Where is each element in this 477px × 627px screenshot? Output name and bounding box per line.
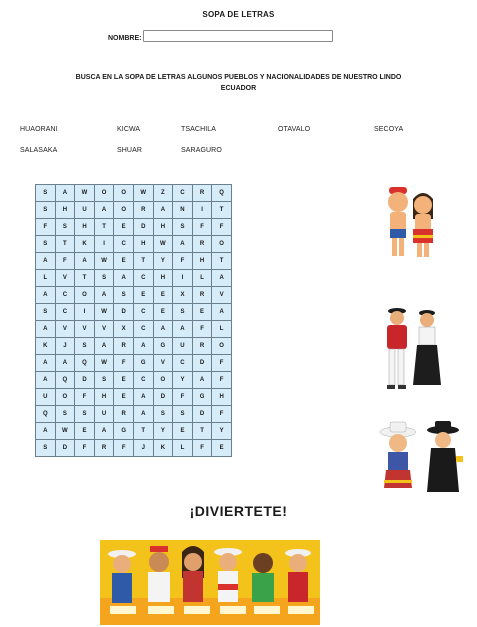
grid-cell[interactable]: E: [173, 423, 193, 440]
grid-cell[interactable]: Y: [153, 423, 173, 440]
grid-row: [36, 406, 232, 423]
instructions-line-1: BUSCA EN LA SOPA DE LETRAS ALGUNOS PUEBLOS Y NACIONALIDADES DE NUESTRO LINDO: [75, 74, 402, 81]
grid-cell[interactable]: I: [94, 236, 114, 253]
grid-cell[interactable]: G: [192, 389, 212, 406]
grid-cell[interactable]: G: [133, 355, 153, 372]
grid-cell[interactable]: O: [94, 185, 114, 202]
grid-cell[interactable]: R: [192, 338, 212, 355]
grid-cell[interactable]: O: [153, 372, 173, 389]
grid-cell[interactable]: F: [114, 355, 134, 372]
grid-cell[interactable]: S: [36, 304, 56, 321]
grid-cell[interactable]: R: [192, 287, 212, 304]
grid-cell[interactable]: A: [114, 270, 134, 287]
grid-cell[interactable]: A: [133, 338, 153, 355]
grid-cell[interactable]: H: [133, 236, 153, 253]
grid-cell[interactable]: E: [153, 287, 173, 304]
grid-cell[interactable]: A: [36, 321, 56, 338]
grid-cell[interactable]: I: [192, 202, 212, 219]
grid-cell[interactable]: T: [212, 253, 232, 270]
grid-cell[interactable]: F: [36, 219, 56, 236]
grid-cell[interactable]: W: [153, 236, 173, 253]
grid-cell[interactable]: Y: [173, 372, 193, 389]
grid-cell[interactable]: G: [114, 423, 134, 440]
fun-message: ¡DIVIERTETE!: [189, 503, 288, 519]
grid-cell[interactable]: A: [153, 321, 173, 338]
grid-cell[interactable]: C: [133, 321, 153, 338]
grid-cell[interactable]: D: [192, 406, 212, 423]
grid-cell[interactable]: X: [173, 287, 193, 304]
grid-cell[interactable]: Q: [212, 185, 232, 202]
grid-cell[interactable]: H: [212, 389, 232, 406]
grid-cell[interactable]: A: [212, 304, 232, 321]
grid-cell[interactable]: R: [94, 440, 114, 457]
grid-cell[interactable]: T: [192, 423, 212, 440]
grid-cell[interactable]: E: [114, 372, 134, 389]
grid-cell[interactable]: K: [75, 236, 95, 253]
grid-cell[interactable]: K: [36, 338, 56, 355]
grid-cell[interactable]: F: [212, 355, 232, 372]
word-item: SALASAKA: [20, 147, 58, 154]
grid-cell[interactable]: F: [212, 406, 232, 423]
grid-cell[interactable]: L: [173, 440, 193, 457]
grid-cell[interactable]: E: [75, 423, 95, 440]
grid-cell[interactable]: D: [55, 440, 75, 457]
grid-cell[interactable]: T: [55, 236, 75, 253]
page-title: SOPA DE LETRAS: [202, 10, 275, 19]
grid-cell[interactable]: O: [114, 185, 134, 202]
grid-cell[interactable]: C: [133, 372, 153, 389]
grid-cell[interactable]: R: [192, 185, 212, 202]
grid-cell[interactable]: A: [75, 253, 95, 270]
grid-cell[interactable]: E: [133, 287, 153, 304]
grid-cell[interactable]: S: [36, 440, 56, 457]
grid-cell[interactable]: U: [75, 202, 95, 219]
grid-cell[interactable]: R: [133, 202, 153, 219]
grid-cell[interactable]: T: [212, 202, 232, 219]
grid-cell[interactable]: E: [114, 219, 134, 236]
grid-cell[interactable]: A: [192, 372, 212, 389]
grid-cell[interactable]: W: [133, 185, 153, 202]
grid-cell[interactable]: T: [133, 423, 153, 440]
grid-cell[interactable]: W: [75, 185, 95, 202]
grid-cell[interactable]: H: [75, 219, 95, 236]
grid-cell[interactable]: F: [75, 389, 95, 406]
grid-cell[interactable]: C: [133, 270, 153, 287]
grid-row: [36, 304, 232, 321]
word-search-grid: [35, 184, 232, 457]
grid-row: [36, 440, 232, 457]
grid-cell[interactable]: V: [94, 321, 114, 338]
word-item: HUAORANI: [20, 126, 58, 133]
grid-cell[interactable]: S: [55, 219, 75, 236]
otavalo-couple-illustration: [379, 305, 447, 397]
grid-row: [36, 338, 232, 355]
grid-cell[interactable]: Q: [36, 406, 56, 423]
grid-cell[interactable]: S: [173, 406, 193, 423]
grid-cell[interactable]: U: [36, 389, 56, 406]
grid-cell[interactable]: T: [133, 253, 153, 270]
grid-cell[interactable]: F: [192, 219, 212, 236]
grid-cell[interactable]: S: [36, 236, 56, 253]
grid-cell[interactable]: S: [55, 406, 75, 423]
saraguro-children-illustration: [376, 418, 466, 500]
grid-cell[interactable]: A: [94, 338, 114, 355]
grid-cell[interactable]: S: [36, 185, 56, 202]
grid-cell[interactable]: A: [212, 270, 232, 287]
grid-cell[interactable]: A: [94, 423, 114, 440]
word-item: TSACHILA: [181, 126, 217, 133]
grid-cell[interactable]: H: [94, 389, 114, 406]
grid-cell[interactable]: H: [192, 253, 212, 270]
grid-cell[interactable]: H: [153, 219, 173, 236]
grid-cell[interactable]: C: [55, 304, 75, 321]
grid-cell[interactable]: R: [114, 338, 134, 355]
grid-cell[interactable]: V: [55, 270, 75, 287]
grid-cell[interactable]: A: [55, 355, 75, 372]
grid-cell[interactable]: W: [94, 253, 114, 270]
grid-cell[interactable]: S: [36, 202, 56, 219]
grid-cell[interactable]: A: [153, 202, 173, 219]
grid-cell[interactable]: A: [173, 321, 193, 338]
word-item: SECOYA: [374, 126, 404, 133]
grid-cell[interactable]: S: [114, 287, 134, 304]
grid-cell[interactable]: N: [173, 202, 193, 219]
grid-row: [36, 253, 232, 270]
grid-row: [36, 236, 232, 253]
grid-row: [36, 287, 232, 304]
grid-cell[interactable]: S: [153, 406, 173, 423]
grid-cell[interactable]: S: [173, 219, 193, 236]
grid-cell[interactable]: E: [212, 440, 232, 457]
grid-row: [36, 219, 232, 236]
grid-cell[interactable]: D: [114, 304, 134, 321]
grid-cell[interactable]: O: [212, 338, 232, 355]
grid-cell[interactable]: O: [212, 236, 232, 253]
word-item: SHUAR: [117, 147, 143, 154]
grid-row: [36, 355, 232, 372]
grid-cell[interactable]: W: [55, 423, 75, 440]
grid-row: [36, 423, 232, 440]
grid-row: [36, 372, 232, 389]
grid-row: [36, 185, 232, 202]
grid-cell[interactable]: I: [75, 304, 95, 321]
grid-cell[interactable]: Q: [55, 372, 75, 389]
grid-cell[interactable]: J: [133, 440, 153, 457]
grid-cell[interactable]: T: [94, 219, 114, 236]
grid-cell[interactable]: F: [55, 253, 75, 270]
grid-cell[interactable]: C: [173, 355, 193, 372]
grid-cell[interactable]: A: [94, 202, 114, 219]
grid-cell[interactable]: S: [94, 270, 114, 287]
grid-cell[interactable]: E: [153, 304, 173, 321]
grid-cell[interactable]: Q: [75, 355, 95, 372]
grid-cell[interactable]: G: [153, 338, 173, 355]
grid-cell[interactable]: C: [114, 236, 134, 253]
instructions: [20, 72, 457, 94]
grid-cell[interactable]: A: [36, 372, 56, 389]
word-item: OTAVALO: [278, 126, 311, 133]
grid-cell[interactable]: O: [55, 389, 75, 406]
grid-cell[interactable]: V: [55, 321, 75, 338]
grid-row: [36, 389, 232, 406]
grid-cell[interactable]: S: [173, 304, 193, 321]
grid-cell[interactable]: A: [36, 253, 56, 270]
cultures-banner-illustration: [100, 540, 320, 625]
grid-cell[interactable]: V: [212, 287, 232, 304]
grid-cell[interactable]: E: [192, 304, 212, 321]
grid-cell[interactable]: A: [173, 236, 193, 253]
grid-cell[interactable]: A: [133, 406, 153, 423]
amazon-children-illustration: [377, 185, 447, 277]
grid-cell[interactable]: T: [75, 270, 95, 287]
grid-cell[interactable]: D: [133, 219, 153, 236]
word-item: SARAGURO: [181, 147, 222, 154]
grid-cell[interactable]: K: [153, 440, 173, 457]
grid-cell[interactable]: A: [36, 423, 56, 440]
grid-cell[interactable]: D: [192, 355, 212, 372]
grid-row: [36, 270, 232, 287]
grid-cell[interactable]: F: [212, 372, 232, 389]
grid-cell[interactable]: L: [36, 270, 56, 287]
grid-cell[interactable]: J: [55, 338, 75, 355]
grid-cell[interactable]: X: [114, 321, 134, 338]
name-field[interactable]: [143, 30, 333, 42]
grid-cell[interactable]: Y: [153, 253, 173, 270]
instructions-line-2: ECUADOR: [220, 85, 257, 92]
grid-cell[interactable]: Y: [212, 423, 232, 440]
grid-row: [36, 202, 232, 219]
grid-cell[interactable]: F: [114, 440, 134, 457]
grid-cell[interactable]: A: [94, 287, 114, 304]
grid-cell[interactable]: H: [153, 270, 173, 287]
grid-cell[interactable]: W: [94, 355, 114, 372]
grid-cell[interactable]: C: [133, 304, 153, 321]
grid-row: [36, 321, 232, 338]
grid-cell[interactable]: I: [173, 270, 193, 287]
grid-cell[interactable]: A: [36, 287, 56, 304]
grid-cell[interactable]: O: [114, 202, 134, 219]
grid-cell[interactable]: F: [192, 321, 212, 338]
grid-cell[interactable]: F: [75, 440, 95, 457]
grid-cell[interactable]: R: [114, 406, 134, 423]
grid-cell[interactable]: F: [212, 219, 232, 236]
grid-cell[interactable]: U: [94, 406, 114, 423]
grid-cell[interactable]: H: [55, 202, 75, 219]
grid-cell[interactable]: Z: [153, 185, 173, 202]
grid-cell[interactable]: S: [94, 372, 114, 389]
grid-cell[interactable]: F: [173, 253, 193, 270]
grid-cell[interactable]: F: [192, 440, 212, 457]
grid-cell[interactable]: L: [192, 270, 212, 287]
grid-cell[interactable]: C: [173, 185, 193, 202]
grid-cell[interactable]: F: [173, 389, 193, 406]
name-row: [108, 30, 333, 42]
grid-cell[interactable]: C: [55, 287, 75, 304]
grid-cell[interactable]: W: [94, 304, 114, 321]
grid-cell[interactable]: A: [55, 185, 75, 202]
grid-cell[interactable]: O: [75, 287, 95, 304]
grid-cell[interactable]: A: [133, 389, 153, 406]
grid-cell[interactable]: S: [75, 406, 95, 423]
grid-cell[interactable]: U: [173, 338, 193, 355]
grid-cell[interactable]: V: [153, 355, 173, 372]
grid-cell[interactable]: L: [212, 321, 232, 338]
grid-cell[interactable]: S: [75, 338, 95, 355]
grid-cell[interactable]: R: [192, 236, 212, 253]
word-item: KICWA: [117, 126, 141, 133]
grid-cell[interactable]: E: [114, 253, 134, 270]
grid-cell[interactable]: D: [153, 389, 173, 406]
grid-cell[interactable]: V: [75, 321, 95, 338]
grid-cell[interactable]: D: [75, 372, 95, 389]
grid-cell[interactable]: A: [36, 355, 56, 372]
grid-cell[interactable]: E: [114, 389, 134, 406]
name-label: NOMBRE:: [108, 35, 142, 42]
